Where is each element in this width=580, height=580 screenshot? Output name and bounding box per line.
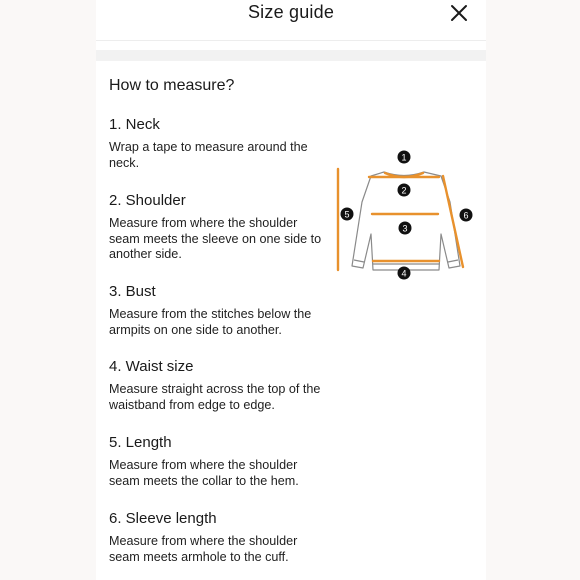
- marker-4: [398, 267, 411, 280]
- item-title: 4. Waist size: [109, 358, 194, 375]
- size-guide-screen: [96, 0, 486, 580]
- measure-item-sleeve: [109, 510, 324, 565]
- close-button[interactable]: [448, 2, 470, 24]
- measure-item-bust: [109, 283, 324, 338]
- marker-label: 3: [402, 223, 408, 234]
- item-description: Measure straight across the top of the waistband from edge to edge.: [109, 382, 321, 412]
- sweater-measurement-diagram: [329, 146, 479, 282]
- item-description: Measure from where the shoulder seam meets the collar to the hem.: [109, 458, 299, 488]
- marker-label: 5: [344, 209, 350, 220]
- item-title: 1. Neck: [109, 116, 160, 133]
- marker-label: 6: [463, 210, 469, 221]
- marker-1: [398, 151, 411, 164]
- item-title: 2. Shoulder: [109, 192, 186, 209]
- marker-6: [460, 209, 473, 222]
- marker-label: 2: [401, 185, 407, 196]
- close-icon: [448, 2, 470, 24]
- section-heading: How to measure?: [109, 77, 235, 94]
- measure-item-neck: [109, 116, 324, 171]
- marker-3: [399, 222, 412, 235]
- measure-item-waist: [109, 358, 324, 413]
- item-title: 5. Length: [109, 434, 172, 451]
- marker-label: 4: [401, 268, 407, 279]
- item-title: 3. Bust: [109, 283, 156, 300]
- item-description: Measure from where the shoulder seam meets the sleeve on one side to another side.: [109, 216, 322, 261]
- marker-2: [398, 184, 411, 197]
- measure-item-shoulder: [109, 192, 324, 263]
- header: [96, 0, 486, 41]
- item-description: Measure from where the shoulder seam meets armhole to the cuff.: [109, 534, 298, 564]
- measurement-lines: [338, 169, 463, 270]
- page-title: Size guide: [247, 2, 335, 22]
- item-description: Measure from the stitches below the armpits on one side to another.: [109, 307, 312, 337]
- marker-label: 1: [401, 152, 407, 163]
- measure-item-length: [109, 434, 324, 489]
- marker-5: [341, 208, 354, 221]
- item-description: Wrap a tape to measure around the neck.: [109, 140, 308, 170]
- item-title: 6. Sleeve length: [109, 510, 217, 527]
- section-divider: [96, 50, 486, 61]
